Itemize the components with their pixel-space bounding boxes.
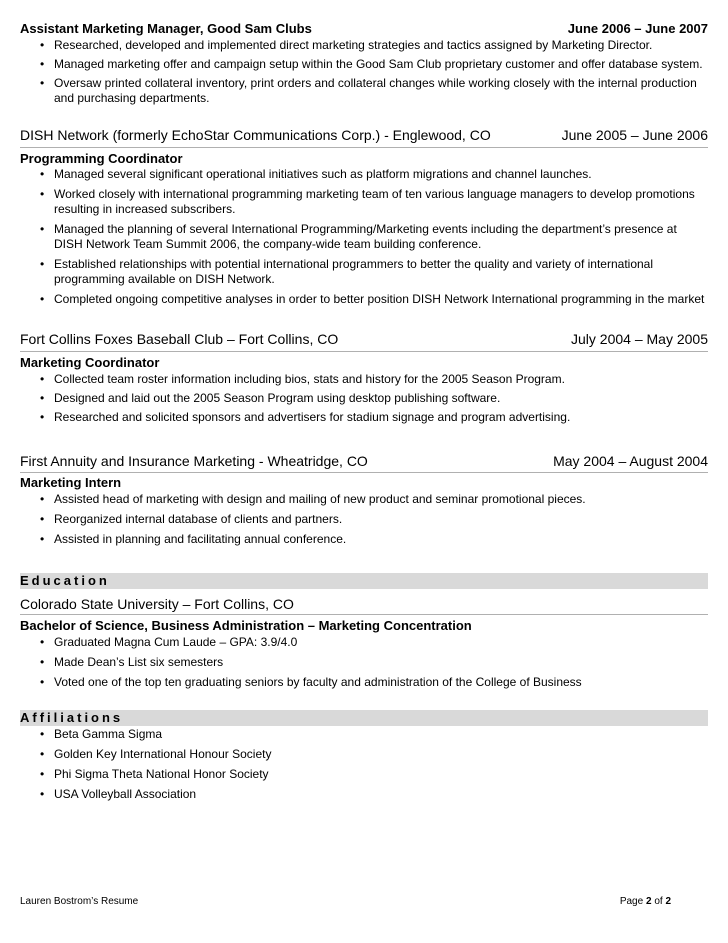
education-bullets [40,635,708,690]
job3-dates: July 2004 – May 2005 [571,331,708,347]
education-heading: Education [20,573,708,589]
list-item: • Golden Key International Honour Society [40,747,708,762]
job3-company-row [20,331,708,347]
divider [20,147,708,148]
page-of: of [654,896,663,907]
list-item: • Worked closely with international programming marketing team of ten various language managers to develop promotions resulting in increased subscribers. [40,187,708,217]
job4-dates: May 2004 – August 2004 [553,453,708,469]
education-degree: Bachelor of Science, Business Administration – Marketing Concentration [20,618,472,633]
job3-company: Fort Collins Foxes Baseball Club – Fort Collins, CO [20,331,339,347]
job4-company-row [20,453,708,469]
footer-title: Lauren Bostrom’s Resume [20,896,139,907]
list-item: • Managed marketing offer and campaign setup within the Good Sam Club proprietary customer and offer database system. [40,57,708,72]
job2-title: Programming Coordinator [20,151,183,166]
job4-company: First Annuity and Insurance Marketing - Wheatridge, CO [20,453,368,469]
job2-dates: June 2005 – June 2006 [561,127,708,143]
list-item: • Beta Gamma Sigma [40,727,708,742]
job3-bullets [40,372,708,425]
page-number [620,896,671,907]
affiliations-heading: Affiliations [20,710,708,726]
education-school: Colorado State University – Fort Collins, CO [20,596,294,612]
list-item: • Collected team roster information including bios, stats and history for the 2005 Season Program. [40,372,708,387]
page-current: 2 [645,896,652,907]
list-item: • Phi Sigma Theta National Honor Society [40,767,708,782]
list-item: • Assisted in planning and facilitating annual conference. [40,532,708,547]
job4-title: Marketing Intern [20,475,122,490]
job3-title: Marketing Coordinator [20,355,160,370]
page-total: 2 [665,896,671,907]
job1-dates: June 2006 – June 2007 [567,21,708,36]
job1-header-row [20,21,708,36]
page-label: Page [619,896,644,907]
list-item: • Reorganized internal database of clients and partners. [40,512,708,527]
list-item: • Graduated Magna Cum Laude – GPA: 3.9/4.0 [40,635,708,650]
list-item: • Researched, developed and implemented direct marketing strategies and tactics assigned by Marketing Director. [40,38,708,53]
list-item: • USA Volleyball Association [40,787,708,802]
list-item: • Managed the planning of several International Programming/Marketing events including the department’s presence at DISH Network Team Summit 2006, the company-wide team building conference. [40,222,708,252]
list-item: • Researched and solicited sponsors and advertisers for stadium signage and program advertising. [40,410,708,425]
page-footer [20,896,671,907]
list-item: • Assisted head of marketing with design and mailing of new product and seminar promotional pieces. [40,492,708,507]
job2-bullets [40,167,708,307]
affiliations-bullets [40,727,708,802]
job1-header: Assistant Marketing Manager, Good Sam Clubs [20,21,312,36]
list-item: • Established relationships with potential international programmers to better the quality and variety of international programming available on DISH Network. [40,257,708,287]
divider [20,351,708,352]
divider [20,472,708,473]
list-item: • Made Dean’s List six semesters [40,655,708,670]
job4-bullets [40,492,708,547]
list-item: • Completed ongoing competitive analyses in order to better position DISH Network International programming in the market [40,292,708,307]
job1-bullets [40,38,708,106]
list-item: • Designed and laid out the 2005 Season Program using desktop publishing software. [40,391,708,406]
divider [20,614,708,615]
list-item: • Managed several significant operational initiatives such as platform migrations and channel launches. [40,167,708,182]
list-item: • Oversaw printed collateral inventory, print orders and collateral changes while working closely with the internal production and purchasing departments. [40,76,708,106]
job2-company-row [20,127,708,143]
job2-company: DISH Network (formerly EchoStar Communications Corp.) - Englewood, CO [20,127,491,143]
list-item: • Voted one of the top ten graduating seniors by faculty and administration of the College of Business [40,675,708,690]
